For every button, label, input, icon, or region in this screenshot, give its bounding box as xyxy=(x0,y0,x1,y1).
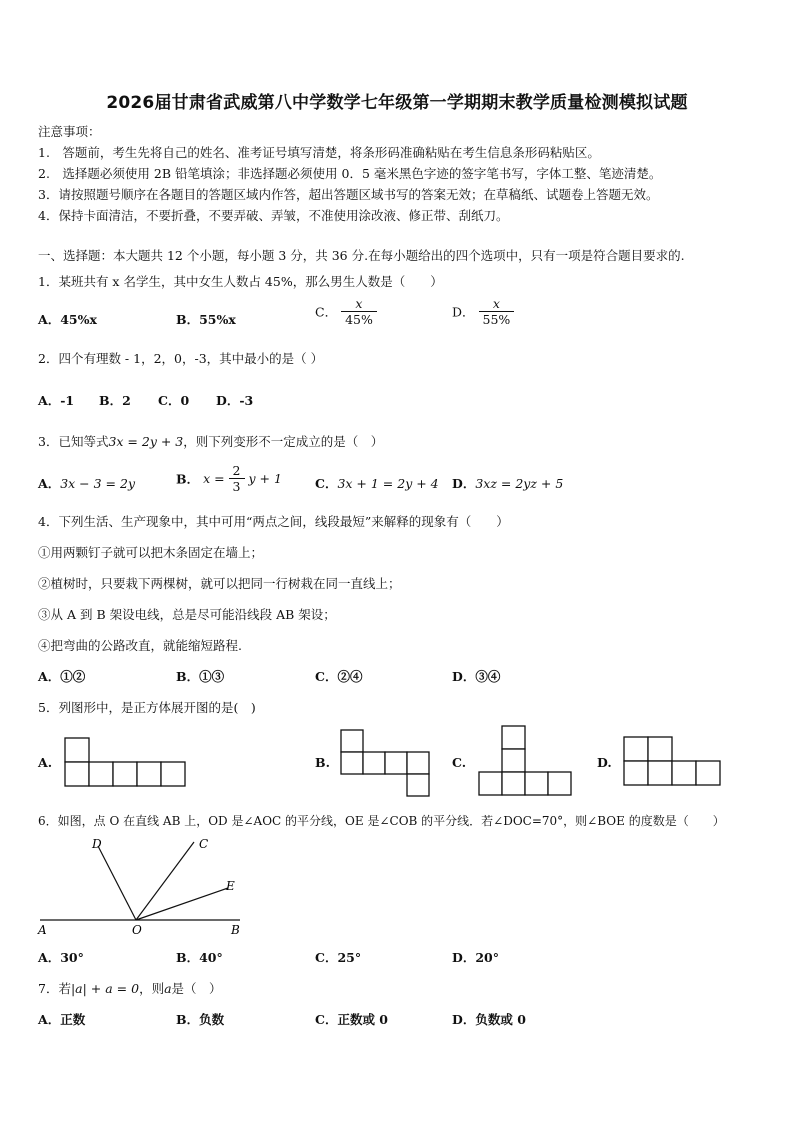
q7-option-b: B．负数 xyxy=(176,1012,225,1027)
q1-option-d xyxy=(452,296,514,327)
q3-stem xyxy=(38,432,383,450)
q6-option-a: A．30° xyxy=(38,950,84,965)
q3-option-b-pre: x = xyxy=(203,471,225,486)
page-title: 2026届甘肃省武威第八中学数学七年级第一学期期末教学质量检测模拟试题 xyxy=(106,93,688,113)
q3-option-c-equation: 3x + 1 = 2y + 4 xyxy=(337,476,439,491)
q4-statement-3: ③从 A 到 B 架设电线，总是尽可能沿线段 AB 架设； xyxy=(38,607,336,622)
q4-statement-2: ②植树时，只要栽下两棵树，就可以把同一行树栽在同一直线上； xyxy=(38,576,401,591)
q7-stem-post: 是（ ） xyxy=(171,981,222,996)
point-label-c: C xyxy=(199,837,209,851)
q2-option-d: D．-3 xyxy=(216,393,254,408)
q4-option-b: B．①③ xyxy=(176,669,225,684)
q4-stem: 4．下列生活、生产现象中，其中可用“两点之间，线段最短”来解释的现象有（ ） xyxy=(38,514,509,529)
q4-statement-1: ①用两颗钉子就可以把木条固定在墙上； xyxy=(38,545,264,560)
q5-stem: 5．列图形中，是正方体展开图的是( ) xyxy=(38,700,256,715)
q7-stem-mid: ，则 xyxy=(139,981,165,996)
q5-option-d-net xyxy=(623,736,727,788)
q1-stem: 1．某班共有 x 名学生，其中女生人数占 45%，那么男生人数是（ ） xyxy=(38,274,443,289)
q3-option-b-fraction xyxy=(229,463,245,494)
q1-option-d-numerator: x xyxy=(492,296,500,311)
q7-stem-equation: |a| + a = 0 xyxy=(70,981,140,996)
q3-option-b-label: B． xyxy=(176,471,200,487)
section-heading: 一、选择题：本大题共 12 个小题，每小题 3 分，共 36 分.在每小题给出的四个选项中，只有一项是符合题目要求的. xyxy=(38,248,685,263)
q1-option-d-label: D． xyxy=(452,304,475,320)
q1-option-d-fraction xyxy=(479,296,515,327)
notice-heading: 注意事项： xyxy=(38,124,101,139)
q1-option-c-fraction xyxy=(341,296,377,327)
q1-option-c-denominator: 45% xyxy=(341,311,377,327)
q3-option-a xyxy=(38,474,135,492)
q3-stem-equation: 3x = 2y + 3 xyxy=(108,434,184,449)
notice-item-4: 4．保持卡面清洁，不要折叠，不要弄破、弄皱，不准使用涂改液、修正带、刮纸刀。 xyxy=(38,208,509,223)
q5-option-d-label: D. xyxy=(597,755,612,770)
q4-option-d: D．③④ xyxy=(452,669,501,684)
q1-option-c-label: C． xyxy=(315,304,338,320)
q5-option-c-net xyxy=(479,725,579,801)
ray-oc xyxy=(136,842,194,920)
q7-stem-pre: 7．若 xyxy=(38,981,71,996)
q6-option-b: B．40° xyxy=(176,950,223,965)
q6-stem: 6．如图，点 O 在直线 AB 上，OD 是∠AOC 的平分线，OE 是∠COB 的平分线．若∠DOC=70°，则∠BOE 的度数是（ ） xyxy=(38,814,725,828)
q1-option-c-numerator: x xyxy=(355,296,363,311)
q5-option-a-net xyxy=(64,737,194,787)
q3-option-d-label: D． xyxy=(452,476,476,491)
q3-option-d xyxy=(452,474,563,492)
q1-option-a: A．45%x xyxy=(38,312,97,327)
q3-option-b-post: y + 1 xyxy=(248,471,282,486)
q2-option-a: A．-1 xyxy=(38,393,75,408)
q1-option-b: B．55%x xyxy=(176,312,236,327)
q3-option-a-label: A． xyxy=(38,476,61,491)
point-label-a: A xyxy=(38,923,47,937)
q5-option-a-label: A. xyxy=(38,755,53,770)
q4-statement-4: ④把弯曲的公路改直，就能缩短路程. xyxy=(38,638,242,653)
q3-stem-pre: 3．已知等式 xyxy=(38,434,109,449)
q2-option-b: B．2 xyxy=(99,393,131,408)
q3-option-b-numerator: 2 xyxy=(232,463,241,478)
notice-item-3: 3．请按照题号顺序在各题目的答题区域内作答，超出答题区域书写的答案无效；在草稿纸、试题卷上答题无效。 xyxy=(38,187,659,202)
q3-option-b xyxy=(176,463,282,494)
point-label-e: E xyxy=(226,879,235,893)
q5-option-b-net xyxy=(340,729,440,803)
ray-oe xyxy=(136,888,228,920)
q4-option-a: A．①② xyxy=(38,669,86,684)
q7-stem xyxy=(38,979,222,997)
q3-option-b-denominator: 3 xyxy=(229,478,245,494)
q4-option-c: C．②④ xyxy=(315,669,363,684)
notice-item-1: 1. 答题前，考生先将自己的姓名、准考证号填写清楚，将条形码准确粘贴在考生信息条形码粘贴区。 xyxy=(38,145,600,160)
q6-option-c: C．25° xyxy=(315,950,362,965)
q3-option-d-equation: 3xz = 2yz + 5 xyxy=(475,476,564,491)
point-label-d: D xyxy=(92,837,102,851)
q3-option-c-label: C． xyxy=(315,476,338,491)
q3-option-a-equation: 3x − 3 = 2y xyxy=(60,476,136,491)
q7-stem-variable: a xyxy=(164,981,172,996)
point-label-b: B xyxy=(231,923,240,937)
ray-od xyxy=(98,846,136,920)
q1-option-d-denominator: 55% xyxy=(479,311,515,327)
q6-angle-diagram xyxy=(36,834,246,938)
q1-option-c xyxy=(315,296,377,327)
q6-option-d: D．20° xyxy=(452,950,499,965)
point-label-o: O xyxy=(132,923,142,937)
q7-option-c: C．正数或 0 xyxy=(315,1012,388,1027)
q3-stem-post: ，则下列变形不一定成立的是（ ） xyxy=(183,434,384,449)
q2-stem: 2．四个有理数 - 1，2，0，-3，其中最小的是（ ） xyxy=(38,351,324,366)
q2-option-c: C．0 xyxy=(158,393,190,408)
q7-option-d: D．负数或 0 xyxy=(452,1012,526,1027)
q5-option-c-label: C. xyxy=(452,755,467,770)
q5-option-b-label: B. xyxy=(315,755,330,770)
q7-option-a: A．正数 xyxy=(38,1012,86,1027)
notice-item-2: 2. 选择题必须使用 2B 铅笔填涂；非选择题必须使用 0．5 毫米黑色字迹的签字笔书写，字体工整、笔迹清楚。 xyxy=(38,166,662,181)
q3-option-c xyxy=(315,474,439,492)
